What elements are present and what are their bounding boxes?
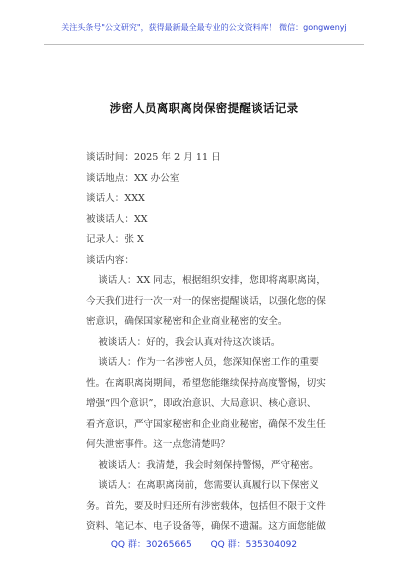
footer-qq-group-1: QQ 群：30265665 [110,540,192,550]
field-time: 谈话时间：2025 年 2 月 11 日 [86,152,221,163]
dialogue-paragraphs [86,271,348,538]
dialogue-paragraph [86,271,348,333]
header-divider [44,44,364,45]
field-content-label: 谈话内容： [86,254,134,266]
paragraph-line: 看齐意识，严守国家秘密和企业商业秘密，确保不发生任 [86,418,326,430]
field-place: 谈话地点：XX 办公室 [86,172,180,184]
field-talker: 谈话人：XXX [86,193,145,204]
document-title: 涉密人员离职离岗保密提醒谈话记录 [109,101,299,115]
paragraph-line: 被谈话人：好的，我会认真对待这次谈话。 [86,336,281,348]
paragraph-line: 务。首先，要及时归还所有涉密载体，包括但不限于文件 [86,500,326,512]
field-recorder: 记录人：张 X [86,234,144,245]
dialogue-paragraph [86,353,348,456]
paragraph-line: 性。在离职离岗期间，希望您能继续保持高度警惕，切实 [86,377,326,389]
footer [0,537,408,550]
paragraph-line: 资料、笔记本、电子设备等，确保不遗漏。这方面您能做 [86,521,326,532]
footer-qq-group-2: QQ 群：535304092 [210,540,298,550]
paragraph-line: 谈话人：XX 同志，根据组织安排，您即将离职离岗， [86,275,326,286]
paragraph-line: 增强“四个意识”，即政治意识、大局意识、核心意识、 [86,398,317,409]
header-banner: 关注头条号"公文研究"，获得最新最全最专业的公文资料库！ 微信：gongwenyj [61,23,347,32]
paragraph-line: 被谈话人：我清楚，我会时刻保持警惕，严守秘密。 [86,459,319,471]
dialogue-paragraph [86,456,348,477]
paragraph-line: 谈话人：在离职离岗前，您需要认真履行以下保密义 [86,480,319,491]
paragraph-line: 密意识，确保国家秘密和企业商业秘密的安全。 [86,316,288,327]
paragraph-line: 何失泄密事件。这一点您清楚吗？ [86,439,230,450]
field-interviewee: 被谈话人：XX [86,213,148,225]
dialogue-paragraph [86,333,348,354]
paragraph-line: 今天我们进行一次一对一的保密提醒谈话，以强化您的保 [86,295,326,307]
dialogue-paragraph [86,476,348,538]
paragraph-line: 谈话人：作为一名涉密人员，您深知保密工作的重要 [86,357,319,368]
document-body [86,148,348,538]
